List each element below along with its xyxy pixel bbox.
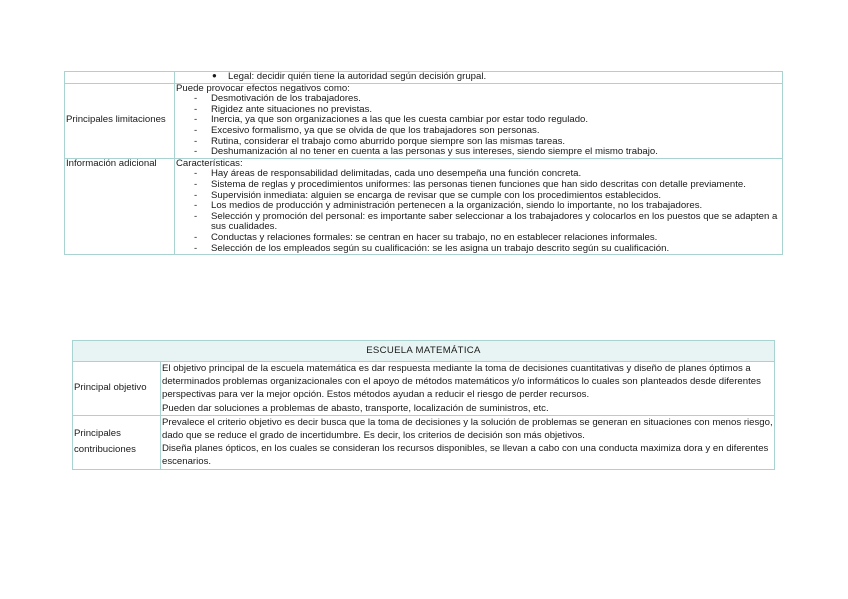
- list-item: - Rigidez ante situaciones no previstas.: [176, 105, 781, 116]
- bureaucratic-school-table: [64, 71, 783, 255]
- table-row: [73, 362, 775, 416]
- bullet-list: [176, 72, 781, 83]
- list-item: - Rutina, considerar el trabajo como aburrido porque siempre son las mismas tareas.: [176, 137, 781, 148]
- list-item: - Deshumanización al no tener en cuenta a las personas y sus intereses, siendo siempre el mismo trabajo.: [176, 147, 781, 158]
- row-content: [161, 415, 775, 469]
- row-label-additional-info: Información adicional: [65, 158, 175, 254]
- row-label-limitations: Principales limitaciones: [65, 83, 175, 158]
- table-row: [65, 83, 783, 158]
- list-item: - Supervisión inmediata: alguien se encarga de revisar que se cumple con los procedimientos establecidos.: [176, 191, 781, 202]
- mathematical-school-table: [72, 340, 775, 470]
- list-item: - Inercia, ya que son organizaciones a las que les cuesta cambiar por estar todo regulado.: [176, 115, 781, 126]
- dash-list: [176, 169, 781, 254]
- list-item: ● Legal: decidir quién tiene la autoridad según decisión grupal.: [176, 72, 781, 83]
- intro-text: Puede provocar efectos negativos como:: [176, 82, 350, 94]
- list-item: - Sistema de reglas y procedimientos uniformes: las personas tienen funciones que han sido descritas con detalle previamente.: [176, 180, 781, 191]
- row-label-contributions: Principales contribuciones: [73, 415, 161, 469]
- table-row: [65, 72, 783, 84]
- paragraph: Diseña planes ópticos, en los cuales se consideran los recursos disponibles, se llevan a cabo con una conducta maximiza dora y en diferentes escenarios.: [162, 443, 769, 468]
- row-content: [175, 158, 783, 254]
- table-header-row: [73, 341, 775, 362]
- row-label: [65, 72, 175, 84]
- row-label-objective: Principal objetivo: [73, 362, 161, 416]
- list-item: - Conductas y relaciones formales: se centran en hacer su trabajo, no en establecer relaciones informales.: [176, 233, 781, 244]
- table-row: [73, 415, 775, 469]
- paragraph: El objetivo principal de la escuela matemática es dar respuesta mediante la toma de decisiones cuantitativas y diseño de planes óptimos a determinados problemas organizacionales con el apoyo de métodos matemáticos y/o informáticos lo cuales son planteados desde diferentes perspectivas para ver la mejor opción. Estos métodos ayudan a reducir el riesgo de perder recursos.: [162, 363, 761, 401]
- row-content: [175, 83, 783, 158]
- intro-text: Características:: [176, 157, 243, 169]
- table-row: [65, 158, 783, 254]
- list-item: - Selección y promoción del personal: es importante saber seleccionar a los trabajadores y colocarlos en los puestos que se adapten a sus cualidades.: [176, 212, 781, 233]
- row-content: [175, 72, 783, 84]
- table-title: ESCUELA MATEMÁTICA: [73, 341, 775, 362]
- paragraph: Pueden dar soluciones a problemas de abasto, transporte, localización de suministros, etc.: [162, 402, 549, 414]
- list-item: - Desmotivación de los trabajadores.: [176, 94, 781, 105]
- list-item: - Hay áreas de responsabilidad delimitadas, cada uno desempeña una función concreta.: [176, 169, 781, 180]
- row-content: [161, 362, 775, 416]
- list-item: - Selección de los empleados según su cualificación: se les asigna un trabajo descrito según su cualificación.: [176, 244, 781, 255]
- paragraph: Prevalece el criterio objetivo es decir busca que la toma de decisiones y la solución de problemas se generan en situaciones con menos riesgo, dado que se reduce el grado de incertidumbre. Es decir, los criterios de decisión son más objetivos.: [162, 416, 773, 442]
- list-item: - Los medios de producción y administración pertenecen a la organización, siendo lo importante, no los trabajadores.: [176, 201, 781, 212]
- dash-list: [176, 94, 781, 158]
- list-item: - Excesivo formalismo, ya que se olvida de que los trabajadores son personas.: [176, 126, 781, 137]
